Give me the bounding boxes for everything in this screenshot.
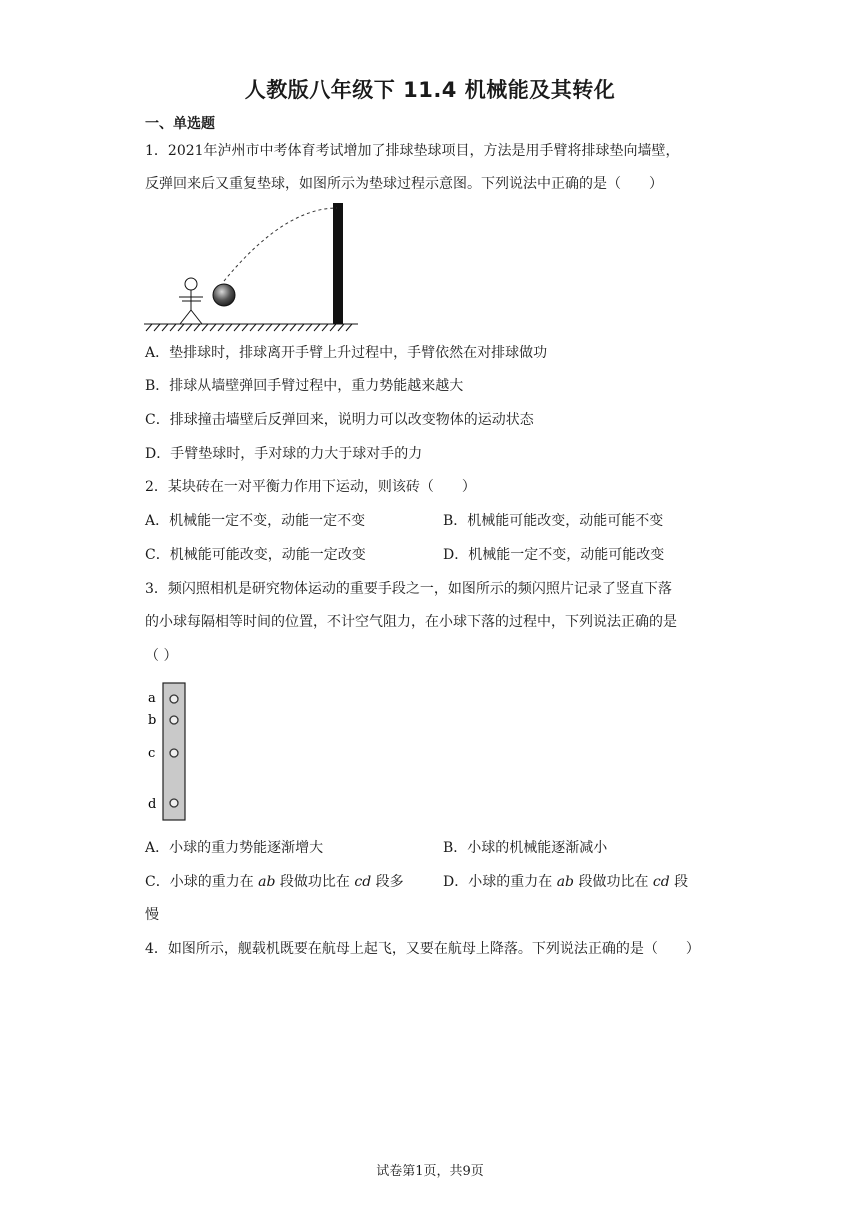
page-title: 人教版八年级下 11.4 机械能及其转化 — [244, 78, 616, 102]
q3-option-c-mid: 段做功比在 — [275, 874, 355, 890]
q2-stem: 2．某块砖在一对平衡力作用下运动，则该砖（ ） — [145, 479, 476, 495]
q3-stem-line2: 的小球每隔相等时间的位置，不计空气阻力，在小球下落的过程中，下列说法正确的是 — [145, 614, 677, 630]
wall — [333, 203, 343, 324]
q3-option-d — [443, 872, 688, 892]
q3-option-c-var2: cd — [354, 874, 372, 890]
q1-stem-line2: 反弹回来后又重复垫球，如图所示为垫球过程示意图。下列说法中正确的是（ ） — [145, 176, 663, 192]
q1-option-c: C．排球撞击墙壁后反弹回来，说明力可以改变物体的运动状态 — [145, 412, 534, 428]
q3-option-c-pre: C．小球的重力在 — [145, 874, 259, 890]
label-b: b — [148, 713, 157, 728]
q3-option-b: B．小球的机械能逐渐减小 — [443, 840, 608, 856]
q3-option-c-post: 段多 — [371, 874, 404, 890]
q3-stem-line3: （ ） — [145, 648, 178, 664]
ball-trajectory — [224, 208, 337, 281]
ball-position-a — [170, 695, 178, 703]
q2-option-a: A．机械能一定不变，动能一定不变 — [145, 513, 366, 529]
q3-strobe-photo-figure — [144, 680, 190, 824]
q3-option-d-post: 段 — [669, 874, 689, 890]
q3-option-d-wrap: 慢 — [145, 907, 159, 923]
ball-position-b — [170, 716, 178, 724]
q1-option-a: A．垫排球时，排球离开手臂上升过程中，手臂依然在对排球做功 — [145, 345, 548, 361]
q4-stem: 4．如图所示，舰载机既要在航母上起飞，又要在航母上降落。下列说法正确的是（ ） — [145, 941, 700, 957]
label-a: a — [148, 691, 156, 706]
q3-option-d-mid: 段做功比在 — [574, 874, 653, 890]
q1-stem-line1: 1．2021年泸州市中考体育考试增加了排球垫球项目，方法是用手臂将排球垫向墙壁， — [145, 143, 680, 159]
q2-option-c: C．机械能可能改变，动能一定改变 — [145, 547, 366, 563]
label-d: d — [148, 797, 157, 812]
q3-option-c-var1: ab — [258, 874, 276, 890]
q1-option-b: B．排球从墙壁弹回手臂过程中，重力势能越来越大 — [145, 378, 464, 394]
q3-option-a: A．小球的重力势能逐渐增大 — [145, 840, 324, 856]
q3-option-d-var2: cd — [652, 874, 670, 890]
q3-option-c — [145, 872, 404, 892]
page-footer: 试卷第1页，共9页 — [376, 1164, 484, 1179]
ball-position-d — [170, 799, 178, 807]
label-c: c — [148, 746, 156, 761]
q2-option-b: B．机械能可能改变，动能可能不变 — [443, 513, 664, 529]
q3-option-d-var1: ab — [556, 874, 574, 890]
ground — [144, 324, 358, 331]
section-heading: 一、单选题 — [145, 116, 215, 132]
q3-option-d-pre: D．小球的重力在 — [443, 874, 557, 890]
volleyball — [213, 284, 235, 306]
q1-option-d: D．手臂垫球时，手对球的力大于球对手的力 — [145, 446, 423, 462]
q3-stem-line1: 3．频闪照相机是研究物体运动的重要手段之一，如图所示的频闪照片记录了竖直下落 — [145, 581, 672, 597]
q1-volleyball-figure — [144, 198, 364, 332]
q2-option-d: D．机械能一定不变，动能可能改变 — [443, 547, 665, 563]
stick-person — [179, 278, 203, 324]
ball-position-c — [170, 749, 178, 757]
